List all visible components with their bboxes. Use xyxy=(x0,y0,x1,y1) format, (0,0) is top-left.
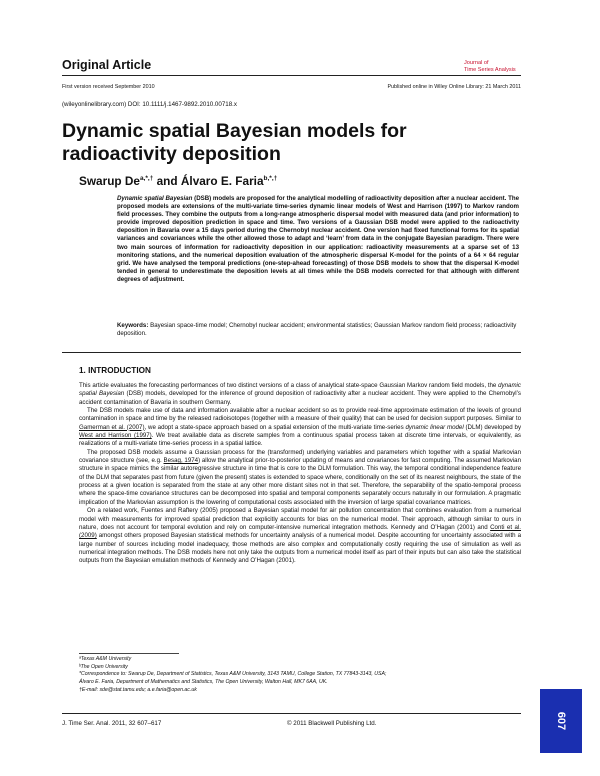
abstract-text: (DSB) models are proposed for the analytical modelling of radioactivity deposition after a nuclear accident. The proposed models are extensions of the multi-variate time-series dynamic linear models of West and Harrison (1997) to Markov random field processes. They combine the outputs from a long-range atmospheric dispersal model with measured data (and prior information) to provide improved deposition prediction in space and time. Two versions of a Gaussian DSB model were applied to the radioactivity deposition in Bavaria over a 15 days period during the Chernobyl nuclear accident. One version had fixed functional forms for its spatial variances and covariances while the other allowed those to adapt and ‘learn’ from data in the conjugate Bayesian paradigm. There were two main sources of information for radioactivity deposition in our application: radioactivity measurements at a sparse set of 13 monitoring stations, and the numerical deposition evaluation of the atmospheric dispersal K-model for the points of a 64 × 64 regular grid. We have analysed the temporal predictions (one-step-ahead forecasting) of those DSB models to show that the dispersal K-model tended in general to underestimate the deposition levels at all times while the DSB models corrected for that although with different degrees of adjustment. xyxy=(117,195,519,283)
footnote-correspondence: *Correspondence to: Swarup De, Department of Statistics, Texas A&M University, 3143 TAMU, College Station, TX 77843-3143, USA; xyxy=(79,671,387,678)
ref-west-harrison[interactable]: West and Harrison (1997) xyxy=(79,432,152,440)
journal-name-line2: Time Series Analysis xyxy=(464,67,516,73)
author-2-name: Álvaro E. Faria xyxy=(180,174,264,188)
ref-besag[interactable]: Besag, 1974 xyxy=(163,457,199,465)
footer-rule xyxy=(62,713,521,714)
abstract-lead: Dynamic spatial Bayesian xyxy=(117,195,193,202)
footnote-affiliation-a: ᵃTexas A&M University xyxy=(79,656,132,662)
footnote-affiliation-b: ᵇThe Open University xyxy=(79,663,128,670)
section-heading: 1. INTRODUCTION xyxy=(79,366,151,375)
footnotes xyxy=(79,656,521,695)
journal-name-line1: Journal of xyxy=(464,60,489,66)
paragraph-2: The DSB models make use of data and information available after a nuclear accident so as to provide real-time approximate estimation of the levels of ground contamination in space and time by the released radioisotopes (together with a measure of their quality) that can be used for decision support purposes. Similar to Gamerman et al. (2007), we adopt a state-space approach based on a spatial extension of the multi-variate time-series dynamic linear model (DLM) developed by West and Harrison (1997). We treat available data as discrete samples from a continuous spatial process taken at discrete time intervals, or equivalently, as realizations of a multi-variate time-series process in a spatial lattice. xyxy=(79,407,522,448)
section-rule xyxy=(62,352,521,353)
header-rule xyxy=(62,75,521,76)
paragraph-4: On a related work, Fuentes and Raftery (2005) proposed a Bayesian spatial model for air pollution concentration that combines evaluation from a numerical model with measurements for improved spatial prediction that explicitly accounts for bias on the numerical model. Their approach, although similar to ours in nature, does not account for temporal evolution and rely on computer-intensive numerical integration methods. Kennedy and O’Hagan (2001) and Conti et al. (2009) amongst others proposed Bayesian statistical methods for uncertainty analysis of a numerical model. Despite accounting for uncertainty associated with a large number of sources including model inadequacy, those methods are also complex and computationally costly requiring the use of simulation as well as numerical integration methods. The DSB models here not only take the outputs from a numerical model itself as part of their inputs but can also take the statistical outputs from the Bayesian emulation methods of Kennedy and O’Hagan (2001). xyxy=(79,507,522,565)
copyright-notice: © 2011 Blackwell Publishing Ltd. xyxy=(287,720,377,727)
abstract xyxy=(117,195,519,284)
page-number: 607 xyxy=(555,711,567,731)
doi-line[interactable]: (wileyonlinelibrary.com) DOI: 10.1111/j.1467-9892.2010.00718.x xyxy=(62,101,237,108)
paragraph-1: This article evaluates the forecasting performances of two distinct versions of a class of analytical state-space Gaussian Markov random field models, the dynamic spatial Bayesian (DSB) models, developed for the inference of ground deposition of radioactivity after a nuclear accident. They were applied to the Chernobyl’s accident contamination of Bavaria in southern Germany. xyxy=(79,382,521,406)
journal-name xyxy=(464,60,544,74)
author-list xyxy=(79,174,277,188)
footnote-correspondence-2: Álvaro E. Faria, Department of Mathematics and Statistics, The Open University, Walton Hall, MK7 6AA, UK. xyxy=(79,679,328,686)
author-2-affiliation: b,*,† xyxy=(263,175,278,183)
ref-gamerman[interactable]: Gamerman et al. (2007) xyxy=(79,423,145,431)
paragraph-3: The proposed DSB models assume a Gaussian process for the (transformed) underlying variables and parameters which together with a spatial Markovian covariance structure (see, e.g. Besag, 1974) allow the analytical prior-to-posterior updating of means and covariances for fast computing. The assumed Markovian structure in space mimics the similar autoregressive structure in time that is core to the DLM formulation. This way, the temporal conditional independence feature of the DLM that separates past from future (given the present) states is extended to space where, conditionally on the set of its nearest neighbours, the state of the process at a given location is separated from the state at any other more distant sites not in that set. Therefore, the separability of the spatio-temporal process where the space-time covariance structures can be decomposed into spatial and temporal components separately occurs naturally in our formulation. A pragmatic implication of the Markovian assumption is the lowering of computational costs associated with the inversion of large spatial covariance matrices. xyxy=(79,448,521,506)
author-conjunction: and xyxy=(156,174,178,188)
keywords-list: Bayesian space-time model; Chernobyl nuclear accident; environmental statistics; Gaussian Markov random field process; radioactivity deposition. xyxy=(117,322,517,338)
footnote-rule xyxy=(79,653,179,654)
published-date: Published online in Wiley Online Library: 21 March 2011 xyxy=(387,84,521,90)
keywords xyxy=(117,322,519,338)
ref-conti[interactable]: Conti et al. (2009) xyxy=(79,523,522,540)
journal-citation: J. Time Ser. Anal. 2011, 32 607–617 xyxy=(62,720,162,727)
author-1-name: Swarup De xyxy=(79,174,140,188)
received-date: First version received September 2010 xyxy=(62,84,155,90)
introduction-body xyxy=(79,382,521,566)
keywords-label: Keywords: xyxy=(117,322,149,329)
article-type: Original Article xyxy=(62,58,152,72)
author-1-affiliation: a,*,† xyxy=(139,175,154,183)
footnote-email[interactable]: †E-mail: sde@stat.tamu.edu; a.e.faria@open.ac.uk xyxy=(79,686,197,693)
article-title: Dynamic spatial Bayesian models for radioactivity deposition xyxy=(62,120,407,165)
